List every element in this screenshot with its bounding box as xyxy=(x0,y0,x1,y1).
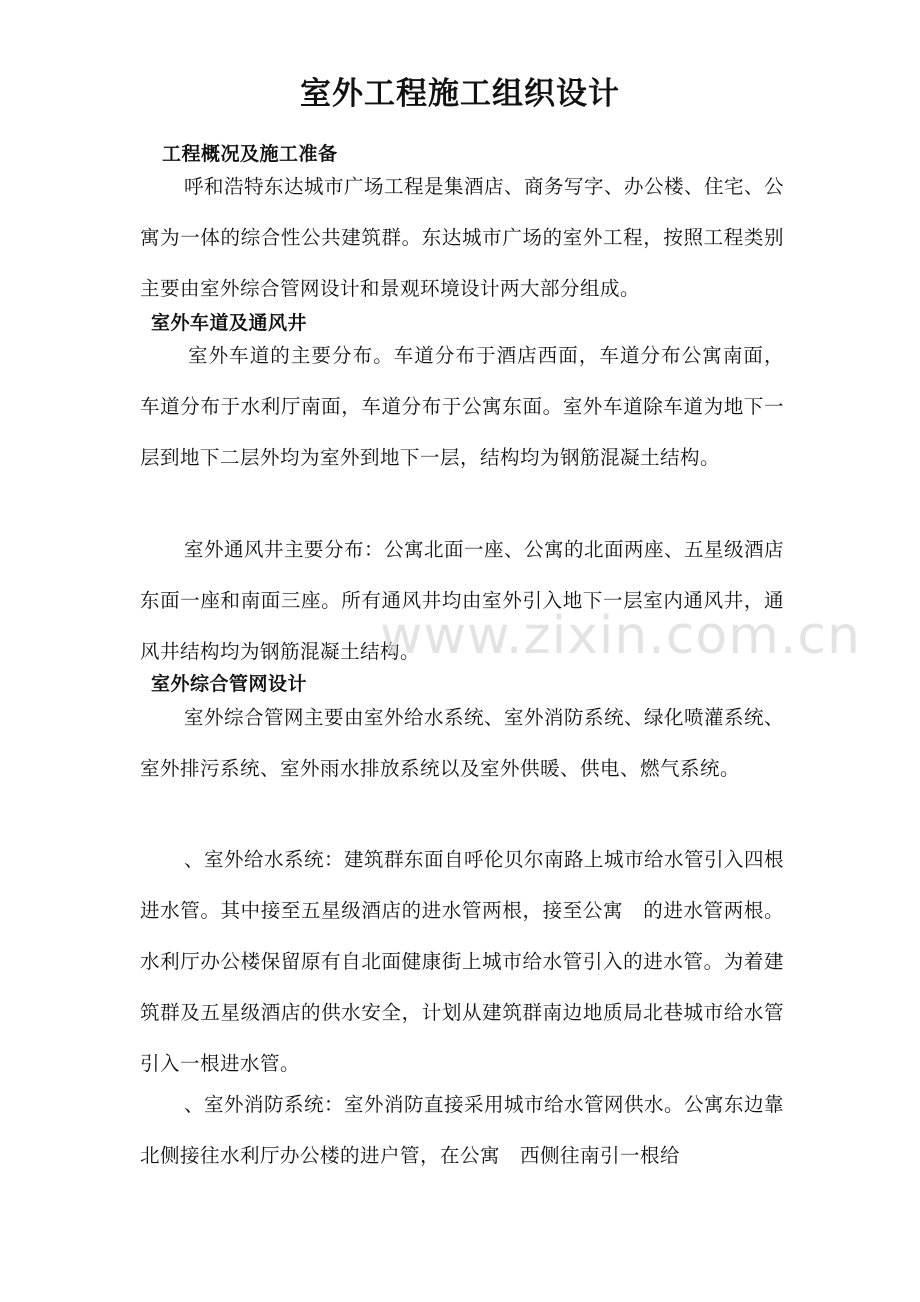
watermark: www.zixin.com.cn xyxy=(380,606,861,666)
document-title: 室外工程施工组织设计 xyxy=(300,76,620,112)
paragraph-roads: 室外车道的主要分布。车道分布于酒店西面，车道分布公寓南面，车道分布于水利厅南面，车道分布于公寓东面。室外车道除车道为地下一层到地下二层外均为室外到地下一层，结构均为钢筋混凝土结构。 xyxy=(140,344,784,469)
paragraph-fire-protection: 、室外消防系统：室外消防直接采用城市给水管网供水。公寓东边靠北侧接往水利厅办公楼的进户管，在公寓 西侧往南引一根给 xyxy=(140,1093,785,1167)
section-heading-pipe-network: 室外综合管网设计 xyxy=(151,673,308,695)
section-heading-overview: 工程概况及施工准备 xyxy=(162,143,338,165)
paragraph-vents: 室外通风井主要分布：公寓北面一座、公寓的北面两座、五星级酒店东面一座和南面三座。所有通风井均由室外引入地下一层室内通风井，通风井结构均为钢筋混凝土结构。 xyxy=(140,538,785,663)
paragraph-water-supply: 、室外给水系统：建筑群东面自呼伦贝尔南路上城市给水管引入四根进水管。其中接至五星级酒店的进水管两根，接至公寓 的进水管两根。水利厅办公楼保留原有自北面健康街上城市给水管引入的进水管。为着建筑群及五星级酒店的供水安全，计划从建筑群南边地质局北巷城市给水管引入一根进水管。 xyxy=(140,848,785,1075)
paragraph-overview: 呼和浩特东达城市广场工程是集酒店、商务写字、办公楼、住宅、公寓为一体的综合性公共建筑群。东达城市广场的室外工程，按照工程类别主要由室外综合管网设计和景观环境设计两大部分组成。 xyxy=(140,175,785,300)
section-heading-roads-vents: 室外车道及通风井 xyxy=(151,312,308,334)
paragraph-pipe-network: 室外综合管网主要由室外给水系统、室外消防系统、绿化喷灌系统、室外排污系统、室外雨水排放系统以及室外供暖、供电、燃气系统。 xyxy=(140,706,785,780)
